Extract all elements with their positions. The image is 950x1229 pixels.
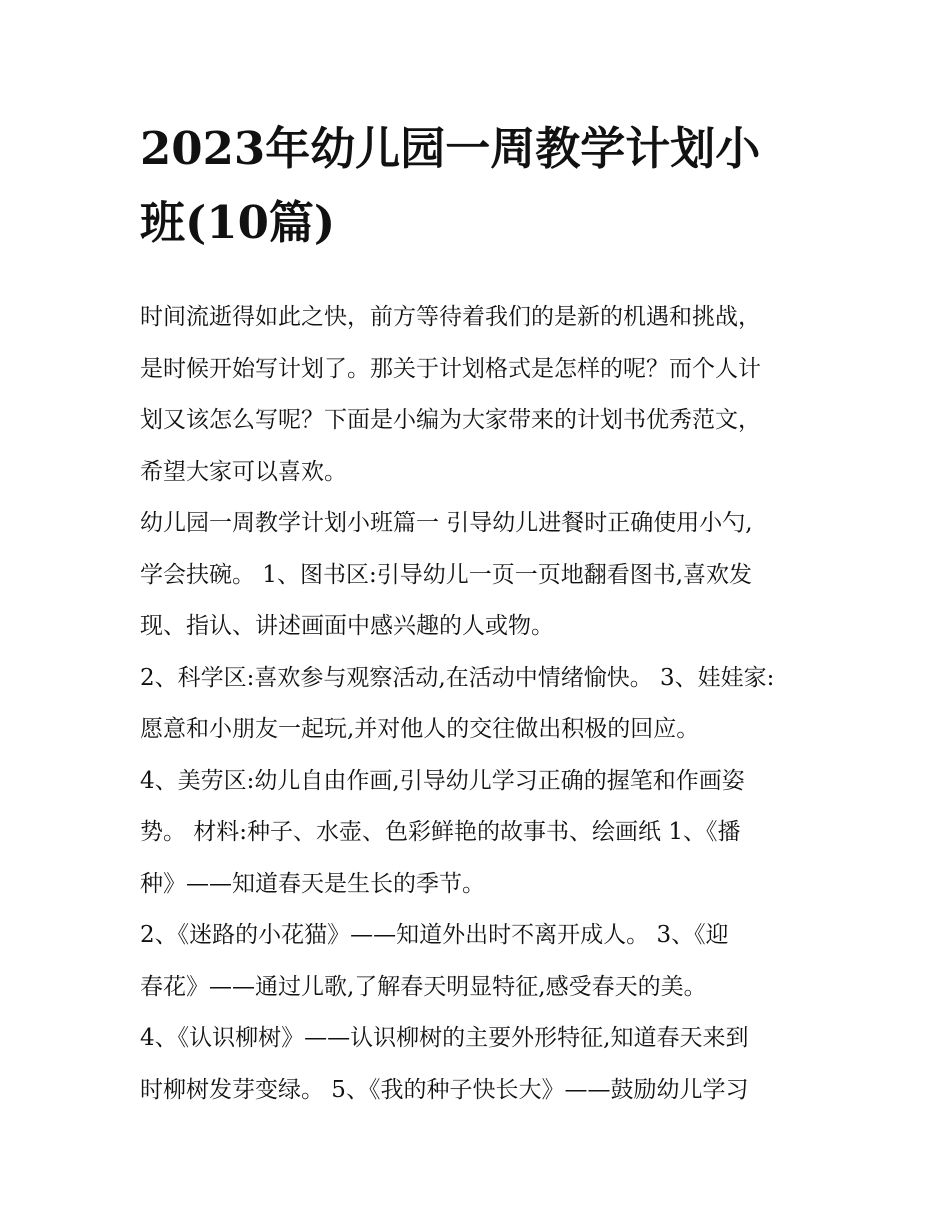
- text-line: 2、《迷路的小花猫》——知道外出时不离开成人。 3、《迎: [140, 922, 729, 948]
- text-line: 种》——知道春天是生长的季节。: [140, 870, 485, 897]
- text-line: 希望大家可以喜欢。: [140, 458, 347, 485]
- paragraph-intro: [140, 292, 812, 498]
- text-line: 划又该怎么写呢？下面是小编为大家带来的计划书优秀范文，: [140, 407, 761, 433]
- document-title: [140, 112, 812, 260]
- text-line: 现、指认、讲述画面中感兴趣的人或物。: [140, 613, 554, 639]
- text-line: 势。 材料:种子、水壶、色彩鲜艳的故事书、绘画纸 1、《播: [140, 819, 741, 845]
- text-line: 幼儿园一周教学计划小班篇一 引导幼儿进餐时正确使用小勺,: [140, 510, 753, 536]
- paragraph-lessons-2-3: [140, 910, 812, 1013]
- text-line: 4、美劳区:幼儿自由作画,引导幼儿学习正确的握笔和作画姿: [140, 767, 745, 794]
- paragraph-lessons-4-5: [140, 1013, 812, 1116]
- paragraph-section-1: [140, 498, 812, 653]
- title-line-2: 班(10篇): [140, 196, 336, 249]
- text-line: 是时候开始写计划了。那关于计划格式是怎样的呢？而个人计: [140, 355, 761, 382]
- text-line: 春花》——通过儿歌,了解春天明显特征,感受春天的美。: [140, 973, 707, 1000]
- text-line: 2、科学区:喜欢参与观察活动,在活动中情绪愉快。 3、娃娃家:: [140, 664, 775, 691]
- text-line: 愿意和小朋友一起玩,并对他人的交往做出积极的回应。: [140, 716, 700, 742]
- paragraph-art-area: [140, 756, 812, 911]
- text-line: 4、《认识柳树》——认识柳树的主要外形特征,知道春天来到: [140, 1025, 749, 1051]
- text-line: 学会扶碗。 1、图书区:引导幼儿一页一页地翻看图书,喜欢发: [140, 561, 753, 588]
- text-line: 时间流逝得如此之快，前方等待着我们的是新的机遇和挑战，: [140, 304, 761, 330]
- title-line-1: 2023年幼儿园一周教学计划小: [140, 122, 761, 175]
- document-body: [140, 292, 812, 1116]
- paragraph-science-area: [140, 653, 812, 756]
- document-page: [140, 112, 812, 1116]
- text-line: 时柳树发芽变绿。 5、《我的种子快长大》——鼓励幼儿学习: [140, 1076, 749, 1103]
